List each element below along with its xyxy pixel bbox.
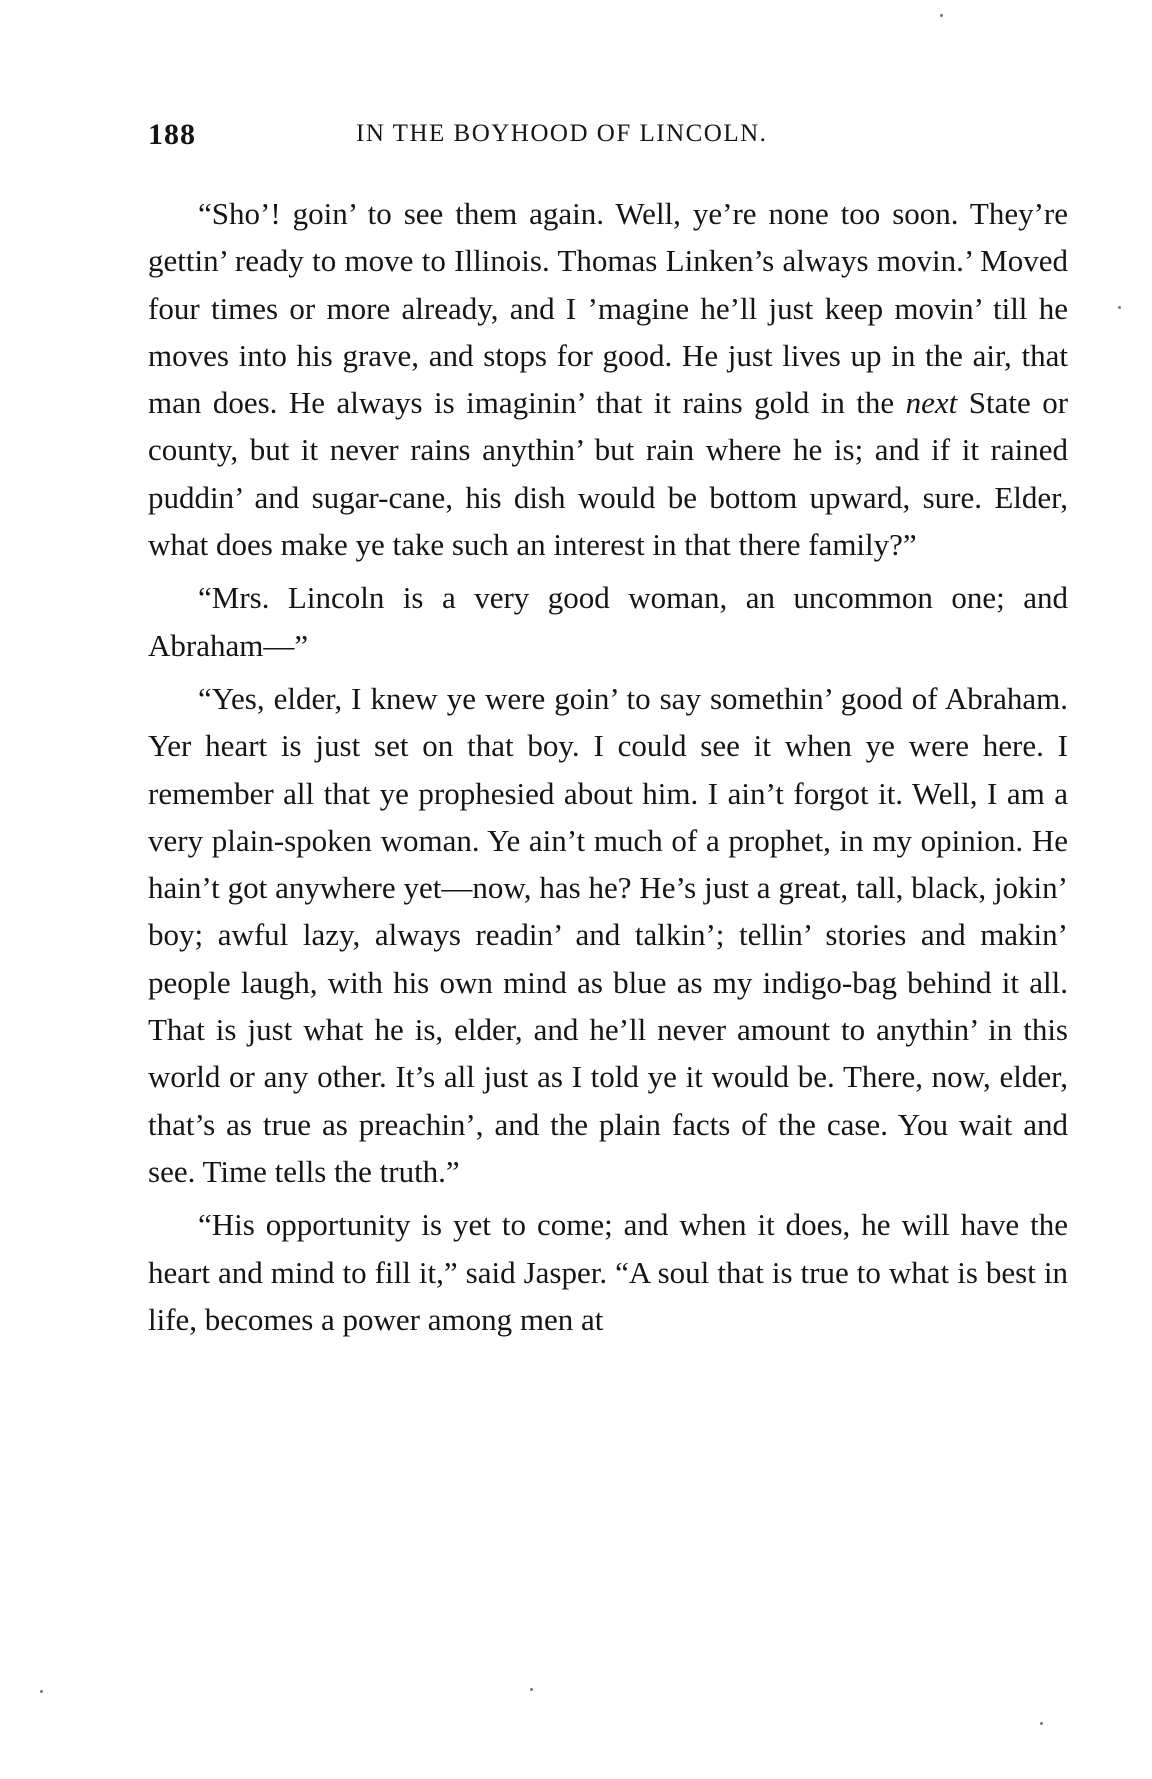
paragraph-1-text: “Sho’! goin’ to see them again. Well, ye’re none too soon. They’re gettin’ ready to move to Illinois. Thomas Linken’s always movin.’ Moved four times or more already, and I ’magine he’ll just keep movin’ till he moves into his grave, and stops for good. He just lives up in the air, that man does. He always is imaginin’ that it rains gold in the [148,196,1068,421]
paragraph-3: “Yes, elder, I knew ye were goin’ to say somethin’ good of Abraham. Yer heart is just set on that boy. I could see it when ye were here. I remember all that ye prophesied about him. I ain’t forgot it. Well, I am a very plain-spoken woman. Ye ain’t much of a prophet, in my opinion. He hain’t got anywhere yet—now, has he? He’s just a great, tall, black, jokin’ boy; awful lazy, always readin’ and talkin’; tellin’ stories and makin’ people laugh, with his own mind as blue as my indigo-bag behind it all. That is just what he is, elder, and he’ll never amount to anythin’ in this world or any other. It’s all just as I told ye it would be. There, now, elder, that’s as true as preachin’, and the plain facts of the case. You wait and see. Time tells the truth.” [148,680,1068,1189]
paper-speck [1118,306,1121,309]
running-title: IN THE BOYHOOD OF LINCOLN. [356,120,768,147]
emphasis-next: next [905,385,958,421]
page-number: 188 [148,118,196,151]
paragraph-1 [148,190,1068,568]
paper-speck [1040,1722,1043,1725]
body-text [148,190,1068,1349]
paper-speck [40,1690,43,1693]
paragraph-4: “His opportunity is yet to come; and when it does, he will have the heart and mind to fill it,” said Jasper. “A soul that is true to what is best in life, becomes a power among men at [148,1207,1068,1337]
paper-speck [530,1688,533,1691]
paragraph-1-text-cont: State or county, but it never rains anythin’ but rain where he is; and if it rained puddin’ and sugar-cane, his dish would be bottom upward, sure. Elder, what does make ye take such an interest in that there family?” [148,385,1069,563]
paragraph-2: “Mrs. Lincoln is a very good woman, an uncommon one; and Abraham—” [148,580,1068,663]
running-head [148,118,1068,168]
paper-speck [940,14,943,17]
